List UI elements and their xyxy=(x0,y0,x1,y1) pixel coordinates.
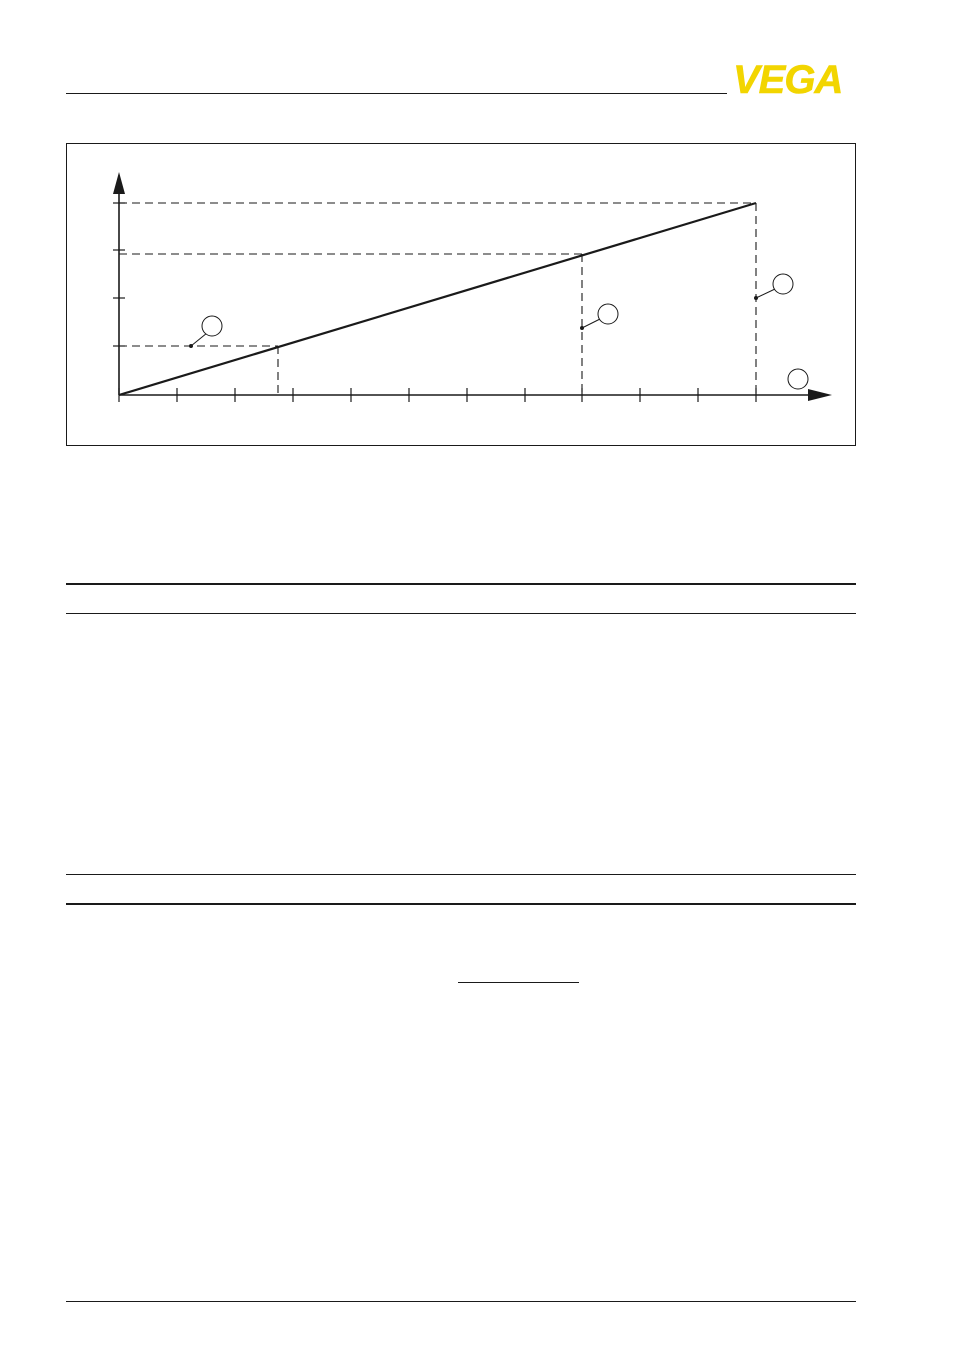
table-1-header-rule xyxy=(66,613,856,614)
linearization-figure xyxy=(66,143,856,446)
callout-2-dot xyxy=(581,327,584,330)
callout-1-dot xyxy=(190,345,193,348)
formula-fraction-bar xyxy=(458,982,579,983)
table-1-top-rule xyxy=(66,583,856,585)
x-axis-arrow xyxy=(808,389,832,401)
callout-3-dot xyxy=(755,297,758,300)
callout-1-circle xyxy=(202,316,222,336)
callout-4 xyxy=(788,369,808,389)
callout-1 xyxy=(190,316,223,348)
callout-1-leader xyxy=(191,333,207,346)
y-axis-arrow xyxy=(113,172,125,194)
callout-3 xyxy=(755,274,794,300)
footer-rule xyxy=(66,1301,856,1302)
figure-svg xyxy=(67,144,857,447)
table-2-header-rule xyxy=(66,903,856,905)
vega-logo xyxy=(733,58,857,102)
table-2-top-rule xyxy=(66,874,856,875)
callout-2-leader xyxy=(582,319,600,328)
logo-text: VEGA xyxy=(733,58,843,102)
linear-characteristic xyxy=(119,203,756,395)
callout-2-circle xyxy=(598,304,618,324)
callout-4-circle xyxy=(788,369,808,389)
callout-3-leader xyxy=(756,289,775,298)
header-rule xyxy=(66,93,727,94)
callout-2 xyxy=(581,304,619,330)
callout-3-circle xyxy=(773,274,793,294)
